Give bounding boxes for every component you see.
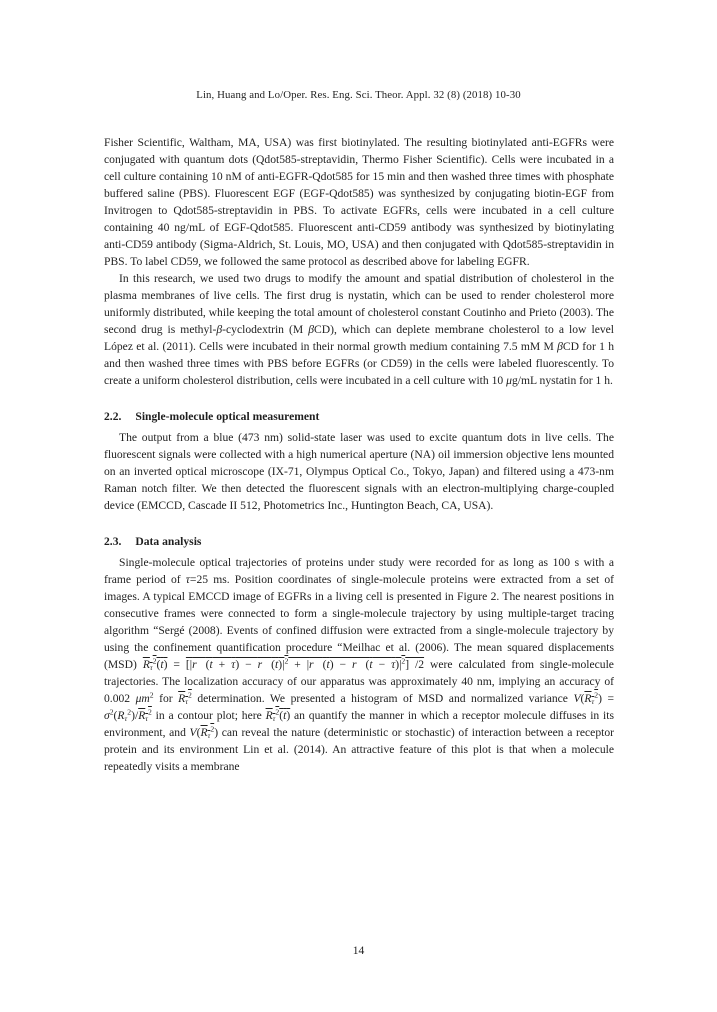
- section-number-2-2: 2.2.: [104, 410, 122, 423]
- section-heading-2-3: [104, 533, 614, 550]
- section-number-2-3: 2.3.: [104, 535, 122, 548]
- paragraph-data-analysis: Single-molecule optical trajectories of proteins under study were recorded for as long as 100 s with a frame period of τ=25 ms. Position coordinates of single-molecule proteins were extracted from a set of images. A typical EMCCD image of EGFRs in a living cell is presented in Figure 2. The nearest positions in consecutive frames were connected to form a single-molecule trajectory by using multiple-target tracing algorithm “Sergé (2008). Events of confined diffusion were extracted from a single-molecule trajectory by using the confinement quantification procedure “Meilhac et al. (2006). The mean squared displacements (MSD) $R_\tau^2(t)$ = [|r⃗(t + $\tau) - r⃗(t)|^2$ + |r⃗(t) − r⃗(t − $\tau)|^2$] /2 were calculated from single-molecule trajectories. The localization accuracy of our apparatus was approximately 40 nm, implying an accuracy of 0.002 $\mu m^2$ for $R_\tau^2$ determination. We presented a histogram of MSD and normalized variance $V(R_\tau^2) = \sigma^2(R_\tau^2)/R_\tau^2$ in a contour plot; here $R_\tau^2(t)$ an quantify the manner in which a receptor molecule diffuses in its environment, and $V(R_\tau^2)$ can reveal the nature (deterministic or stochastic) of interaction between a receptor protein and its environment Lin et al. (2014). An attractive feature of this plot is that when a molecule repeatedly visits a membrane: [104, 556, 614, 773]
- text-column: [104, 134, 614, 775]
- running-header: Lin, Huang and Lo/Oper. Res. Eng. Sci. Theor. Appl. 32 (8) (2018) 10-30: [196, 89, 521, 101]
- section-title-2-3: Data analysis: [135, 535, 202, 548]
- paragraph-labeling-protocol: Fisher Scientific, Waltham, MA, USA) was first biotinylated. The resulting biotinylated anti-EGFRs were conjugated with quantum dots (Qdot585-streptavidin, Thermo Fisher Scientific). Cells were incubated in a cell culture containing 10 nM of anti-EGFR-Qdot585 for 15 min and then washed three times with phosphate buffered saline (PBS). Fluorescent EGF (EGF-Qdot585) was synthesized by conjugating biotin-EGF from Invitrogen to Qdot585-streptavidin in PBS. To activate EGFRs, cells were incubated in a cell culture containing 40 ng/mL of EGF-Qdot585. Fluorescent anti-CD59 antibody was synthesized by biotinylating anti-CD59 antibody (Sigma-Aldrich, St. Louis, MO, USA) and then conjugated with Qdot585-streptavidin in PBS. To label CD59, we followed the same protocol as described above for labeling EGFR.: [104, 136, 614, 268]
- paragraph-cholesterol-drugs: In this research, we used two drugs to modify the amount and spatial distribution of cholesterol in the plasma membranes of live cells. The first drug is nystatin, which can be used to render cholesterol more uniformly distributed, while keeping the total amount of cholesterol constant Coutinho and Prieto (2003). The second drug is methyl-β-cyclodextrin (M βCD), which can deplete membrane cholesterol to a low level López et al. (2011). Cells were incubated in their normal growth medium containing 7.5 mM M βCD for 1 h and then washed three times with PBS before EGFRs (or CD59) in the cells were labeled fluorescently. To create a uniform cholesterol distribution, cells were incubated in a cell culture with 10 μg/mL nystatin for 1 h.: [104, 272, 614, 387]
- page-number: 14: [352, 944, 365, 957]
- paragraph-optical-measurement: The output from a blue (473 nm) solid-state laser was used to excite quantum dots in live cells. The fluorescent signals were collected with a high numerical aperture (NA) oil immersion objective lens mounted on an inverted optical microscope (IX-71, Olympus Optical Co., Tokyo, Japan) and filtered using a 473-nm Raman notch filter. We then detected the fluorescent signals with an electron-multiplying charge-coupled device (EMCCD, Cascade II 512, Photometrics Inc., Huntington Beach, CA, USA).: [104, 431, 614, 512]
- section-heading-2-2: [104, 408, 614, 425]
- section-title-2-2: Single-molecule optical measurement: [135, 410, 320, 423]
